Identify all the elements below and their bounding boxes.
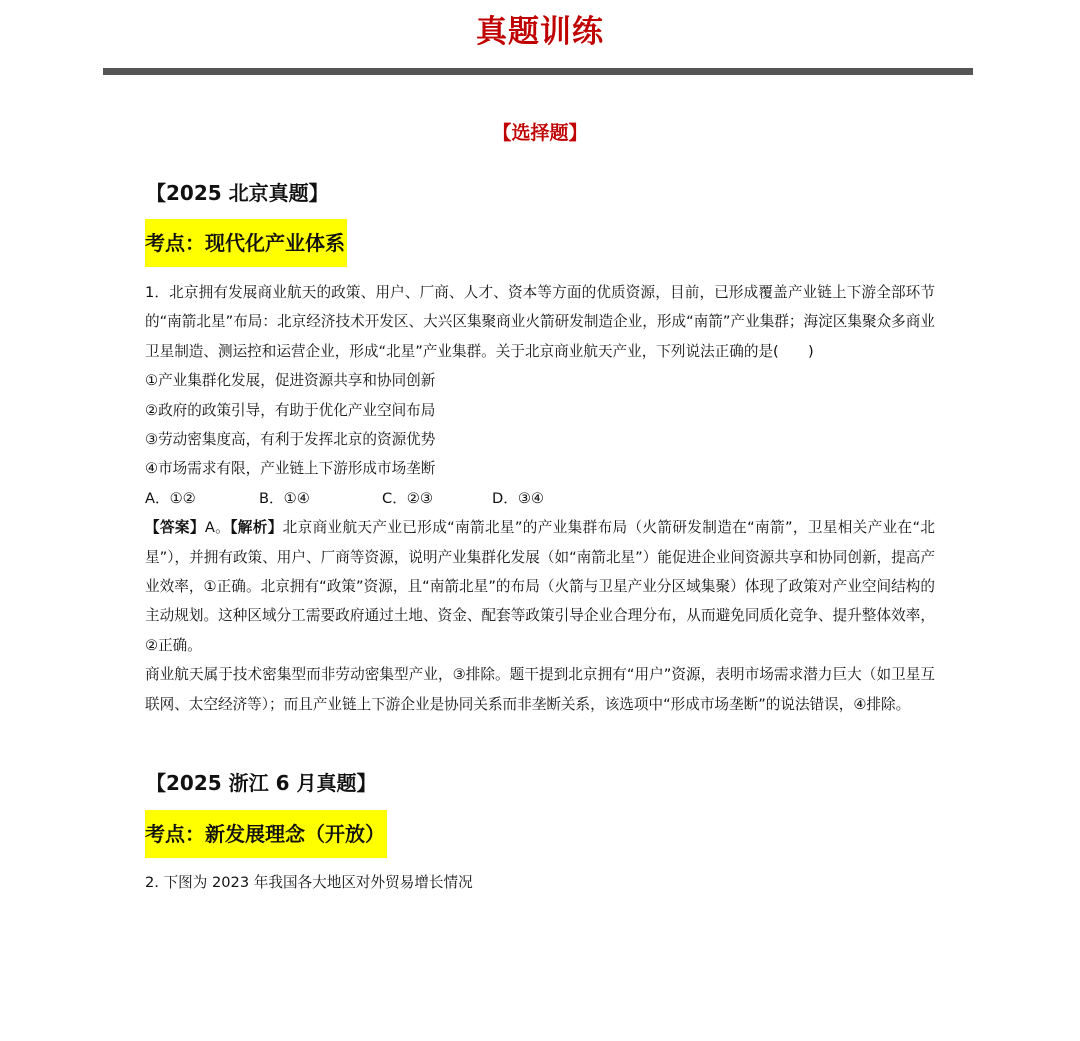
exam-heading-beijing: 【2025 北京真题】 (146, 181, 329, 205)
analysis-text-2: 商业航天属于技术密集型而非劳动密集型产业，③排除。题干提到北京拥有“用户”资源，表明市场需求潜力巨大（如卫星互联网、太空经济等）；而且产业链上下游企业是协同关系而非垄断关系，该选项中“形成市场垄断”的说法错误，④排除。 (145, 666, 935, 713)
answer-options (145, 484, 935, 513)
topic-highlight-2: 考点：新发展理念（开放） (145, 810, 387, 858)
statement-1: ①产业集群化发展，促进资源共享和协同创新 (145, 372, 436, 390)
option-a: A．①② (145, 489, 196, 507)
statement-3: ③劳动密集度高，有利于发挥北京的资源优势 (145, 431, 436, 449)
answer-value: A。 (204, 519, 231, 537)
document-title: 真题训练 (476, 14, 604, 50)
topic-highlight-1: 考点：现代化产业体系 (145, 219, 347, 267)
option-d: D．③④ (492, 489, 544, 507)
answer-analysis-paragraph (145, 513, 935, 660)
option-b: B．①④ (259, 489, 310, 507)
question-1-stem: 1．北京拥有发展商业航天的政策、用户、厂商、人才、资本等方面的优质资源，目前，已形成覆盖产业链上下游全部环节的“南箭北星”布局：北京经济技术开发区、大兴区集聚商业火箭研发制造企业，形成“南箭”产业集群；海淀区集聚众多商业卫星制造、测运控和运营企业，形成“北星”产业集群。关于北京商业航天产业，下列说法正确的是( ) (145, 284, 935, 360)
option-c: C．②③ (382, 489, 433, 507)
answer-label: 【答案】 (145, 519, 205, 537)
statement-2: ②政府的政策引导，有助于优化产业空间布局 (145, 401, 436, 419)
statement-4: ④市场需求有限，产业链上下游形成市场垄断 (145, 460, 436, 478)
analysis-text-1: 北京商业航天产业已形成“南箭北星”的产业集群布局（火箭研发制造在“南箭”，卫星相关产业在“北星”），并拥有政策、用户、厂商等资源，说明产业集群化发展（如“南箭北星”）能促进企业间资源共享和协同创新，提高产业效率，①正确。北京拥有“政策”资源，且“南箭北星”的布局（火箭与卫星产业分区域集聚）体现了政策对产业空间结构的主动规划。这种区域分工需要政府通过土地、资金、配套等政策引导企业合理分布，从而避免同质化竞争、提升整体效率，②正确。 (145, 519, 936, 654)
question-1-block (145, 278, 935, 719)
question-2-stem: 2. 下图为 2023 年我国各大地区对外贸易增长情况 (145, 874, 473, 891)
section-heading: 【选择题】 (492, 122, 588, 144)
exam-heading-zhejiang: 【2025 浙江 6 月真题】 (146, 771, 377, 795)
analysis-label: 【解析】 (230, 519, 283, 537)
title-divider (103, 68, 973, 75)
